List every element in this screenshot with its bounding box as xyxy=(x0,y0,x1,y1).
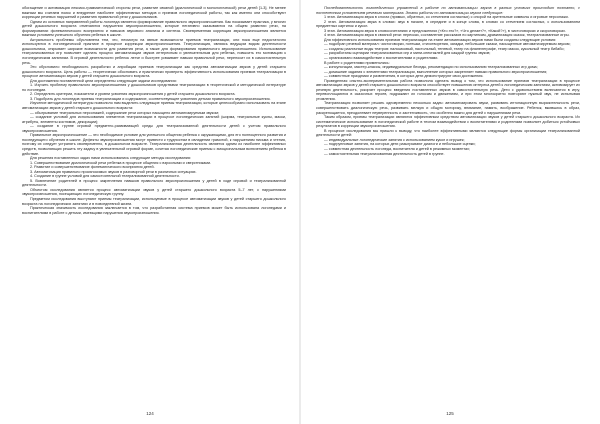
paragraph: Актуальность проблемы обусловлена тем, что, несмотря на явные возможности приемов театрализации, они пока еще недостаточно используются в логопедической практике в процессе коррекции звукопроизношения. Театрализация, являясь ведущим видом деятельности дошкольника, открывает широкие возможности для развития речи, а также для формирования правильного звукопроизношения. Использование театрализованных игр позволяет сделать процесс автоматизации звуков интересным и увлекательным для ребенка, повысить его мотивацию к логопедическим занятиям. В игровой деятельности ребенок легче и быстрее усваивает навыки правильной речи, переносит их в самостоятельную речь. xyxy=(22,37,286,65)
paragraph: Правильное звукопроизношение — это необходимое условие для успешного общения ребенка с окружающими, для его полноценного развития и последующего обучения в школе. Дефекты звукопроизношения могут привести к трудностям в овладении грамотой, к нарушениям письма и чтения, поэтому их следует устранять своевременно, в дошкольном возрасте. Театрализованная деятельность является одним из наиболее эффективных средств, позволяющих решить эту задачу в увлекательной игровой форме, сочетая логопедические приемы с эмоциональным включением ребенка в действие. xyxy=(22,133,286,156)
paragraph: Таким образом, приемы театрализации являются эффективным средством автоматизации звуков у детей старшего дошкольного возраста. Их систематическое использование в логопедической работе в тесном взаимодействии с воспитателями и родителями позволяет добиться устойчивых результатов в коррекции звукопроизношения. xyxy=(316,115,580,129)
paragraph: — консультации, мастер-классы, индивидуальные беседы, рекомендации по использованию театрализованных игр дома; xyxy=(324,65,538,70)
paragraph: — подгрупповые занятия, на которых дети разыгрывают диалоги и небольшие сценки; xyxy=(324,142,476,147)
paragraph: В работе с родителями применялись: xyxy=(324,60,390,65)
paragraph: Это обусловило необходимость разработки и апробации приемов театрализации как средства автоматизации звуков у детей старшего дошкольного возраста. Цель работы — теоретически обосновать и практически проверить эффективность использования приемов театрализации в процессе автоматизации звуков у детей старшего дошкольного возраста. xyxy=(22,65,286,79)
paragraph: 4 этап. Автоматизация звука в связной речи: пересказ, составление рассказов по картинкам, драматизация сказок, театрализованные игры. xyxy=(324,33,570,38)
paragraph: Одним из основных направлений работы логопеда является формирование правильного звукопроизношения. Как показывает практика, у многих детей дошкольного возраста отмечаются нарушения звукопроизношения, которые негативно сказываются на общем развитии речи, на формировании фонематического восприятия и навыков звукового анализа и синтеза. Своевременная коррекция звукопроизношения является важным условием успешного обучения ребенка в школе. xyxy=(22,19,286,38)
paragraph: Практическая значимость исследования заключается в том, что разработанная система приемов может быть использована логопедами и воспитателями в работе с детьми, имеющими нарушения звукопроизношения. xyxy=(22,206,286,215)
paragraph: 1. Совершенствование диалогической речи ребенка в процессе общения с взрослыми и сверстниками. xyxy=(30,160,212,165)
right-page-body xyxy=(316,6,580,156)
paragraph: — домашние задания с элементами театрализации, выполнение которых закрепляет навыки правильного звукопроизношения; xyxy=(324,69,548,74)
paragraph: Последовательность логопедических упражнений в работе по автоматизации звуков в разных условиях происходит поэтапно, с постепенным усложнением речевого материала. Этапы работы по автоматизации звуков следующие: xyxy=(316,6,580,15)
right-page xyxy=(300,0,600,424)
paragraph: — созданы различные виды театров: пальчиковый, настольный, теневой, театр на фланелеграфе, театр масок, кукольный театр бибабо; xyxy=(324,46,565,51)
paragraph: 3 этап. Автоматизация звука в словосочетаниях и предложениях («Кто это?», «Что делает?», «Какой?»), в чистоговорках и скороговорках. xyxy=(324,28,567,33)
paragraph: — создание в группе игровой предметно-развивающей среды для театрализованной деятельности детей с учетом правильного звукопроизношения. xyxy=(22,124,286,133)
paragraph: В процессе исследования мы пришли к выводу, что наиболее эффективными являются следующие формы организации театрализованной деятельности детей: xyxy=(316,128,580,138)
paragraph: 2. Определить критерии, показатели и уровни усвоения звукопроизношения у детей старшего дошкольного возраста. xyxy=(30,92,236,97)
paragraph: — совместная деятельность логопеда, воспитателя и детей в режимных моментах; xyxy=(324,146,471,151)
paragraph: — организовано взаимодействие с воспитателями и родителями. xyxy=(324,56,439,61)
paragraph: 3. Подобрать для логопедов приемы театрализации и содержание, соответствующее усвоению детьми правильного звукопроизношения. xyxy=(30,96,271,101)
paragraph: — самостоятельная театрализованная деятельность детей в группе. xyxy=(324,151,445,156)
paragraph: Изучение методической литературы позволило нам выделить следующие приемы театрализации, которые целесообразно использовать на этапе автоматизации звуков у детей старшего дошкольного возраста: xyxy=(22,101,286,111)
paragraph: — разработаны сценарии театрализованных игр и мини-спектаклей для каждой группы звуков; xyxy=(324,51,491,56)
paragraph: Для решения поставленных задач нами использовались следующие методы исследования: xyxy=(30,156,191,161)
paragraph: обогащение и активизация лексико-грамматической стороны речи, развитие связной (диалогической и монологической) речи детей [1-3]. Не менее важным мы считаем поиск и внедрение наиболее эффективных методов и приемов логопедической работы, так как именно они способствуют коррекции речевых нарушений и развитию правильной речи у дошкольников. xyxy=(22,6,286,20)
paragraph: Предметом исследования выступают приемы театрализации, используемые в процессе автоматизации звуков у детей старшего дошкольного возраста на логопедических занятиях и в повседневной жизни. xyxy=(22,196,286,206)
paragraph: 3. Автоматизация правильно произносимых звуков в разговорной речи в различных ситуациях. xyxy=(30,169,197,174)
paragraph: Для эффективного использования приемов театрализации на этапе автоматизации звуков нами были созданы следующие условия: xyxy=(324,37,557,42)
right-page-number: 125 xyxy=(446,411,454,416)
paragraph: Для достижения поставленной цели определены следующие задачи исследования: xyxy=(30,78,177,83)
paragraph: — индивидуальные логопедические занятия с использованием кукол и игрушек; xyxy=(324,137,465,142)
paragraph: 2 этап. Автоматизация звука в словах: звук в начале, в середине и в конце слова, в словах со стечением согласных, с использованием предметных картинок и кукол. xyxy=(316,19,580,29)
paragraph: 1. Изучить проблему правильного звукопроизношения у дошкольников средствами театрализации в теоретической и методической литературе по логопедии. xyxy=(22,83,286,92)
left-page-body xyxy=(22,6,286,215)
paragraph: 2. Развитие и совершенствование фонематического восприятия детей. xyxy=(30,165,155,170)
paragraph: — подобран речевой материал: чистоговорки, потешки, стихотворения, загадки, небольшие сказки, насыщенные автоматизируемым звуком; xyxy=(324,42,571,47)
paragraph: — обыгрывание театральных персонажей, содержание речи которых насыщено автоматизируемым звуком; xyxy=(30,110,220,115)
paragraph: — создание условий для использования элементов театрализации в процессе логопедических занятий (ширма, театральные куклы, маски, атрибуты, элементы костюмов, декорации); xyxy=(22,115,286,124)
paragraph: 5. Вовлечение родителей в процесс закрепления навыков правильного звукопроизношения у детей в ходе игровой и театрализованной деятельности. xyxy=(22,178,286,188)
paragraph: Объектом исследования является процесс автоматизации звуков у детей старшего дошкольного возраста 5–7 лет, с нарушениями звукопроизношения, посещающих логопедическую группу. xyxy=(22,187,286,197)
paragraph: Театрализация позволяет решать одновременно несколько задач: автоматизировать звуки, развивать интонационную выразительность речи, совершенствовать диалогическую речь, развивать мелкую и общую моторику, внимание, память, воображение. Ребенок, вжившись в образ, раскрепощается, преодолевает неуверенность и застенчивость, что особенно важно для детей с нарушениями речи. xyxy=(316,101,580,115)
paragraph: — совместные праздники и развлечения, в которых дети демонстрируют свои достижения. xyxy=(324,74,484,79)
left-page-number: 124 xyxy=(146,411,154,416)
paragraph: Проведенная опытно-экспериментальная работа позволила сделать вывод о том, что использование приемов театрализации в процессе автоматизации звуков у детей старшего дошкольного возраста способствует повышению интереса детей к логопедическим занятиям, активизирует их речевую деятельность, ускоряет процесс введения поставленных звуков в самостоятельную речь. Дети с удовольствием включаются в игру, перевоплощаются в сказочных героев, подражают их голосам и движениям, и при этом многократно повторяют нужный звук, не испытывая утомления. xyxy=(316,78,580,101)
paragraph: 1 этап. Автоматизация звука в слогах (прямых, обратных, со стечением согласных) с опорой на зрительные символы и игровые персонажи. xyxy=(324,15,569,20)
paragraph: 4. Создание в группе условий для самостоятельной театрализованной деятельности. xyxy=(30,174,180,179)
